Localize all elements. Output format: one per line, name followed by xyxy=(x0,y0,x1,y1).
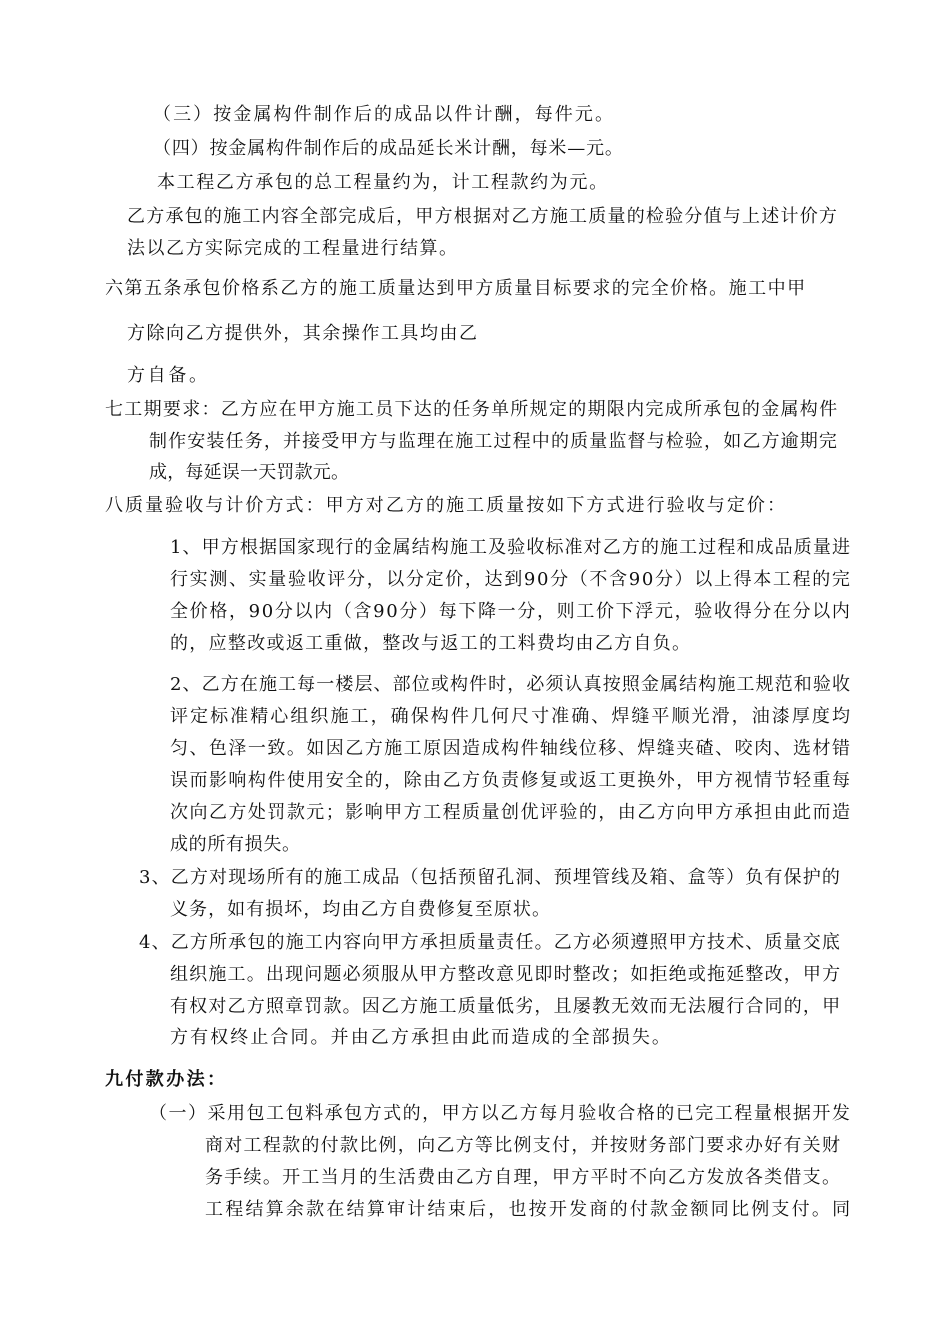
clause-7-line-3: 成，每延误一天罚款元。 xyxy=(149,462,350,483)
clause-8-item-1-line-3: 全价格，90分以内（含90分）每下降一分，则工价下浮元，验收得分在分以内 xyxy=(170,601,852,622)
clause-8-item-2-line-1: 2、乙方在施工每一楼层、部位或构件时，必须认真按照金属结构施工规范和验收 xyxy=(170,674,852,695)
clause-8-item-1-line-2: 行实测、实量验收评分，以分定价，达到90分（不含90分）以上得本工程的完 xyxy=(170,569,852,590)
clause-8-item-3-line-1: 3、乙方对现场所有的施工成品（包括预留孔洞、预埋管线及箱、盒等）负有保护的 xyxy=(139,867,841,888)
clause-8-item-1-line-1: 1、甲方根据国家现行的金属结构施工及验收标准对乙方的施工过程和成品质量进 xyxy=(170,537,852,558)
clause-8-item-2-line-6: 成的所有损失。 xyxy=(170,834,301,855)
clause-8-item-2-line-4: 误而影响构件使用安全的，除由乙方负责修复或返工更换外，甲方视情节轻重每 xyxy=(170,770,852,791)
clause-8-item-2-line-2: 评定标准精心组织施工，确保构件几何尺寸准确、焊缝平顺光滑，油漆厚度均 xyxy=(170,706,853,727)
clause-8-item-2-line-5: 次向乙方处罚款元；影响甲方工程质量创优评验的，由乙方向甲方承担由此而造 xyxy=(170,802,852,823)
clause-7-line-2: 制作安装任务，并接受甲方与监理在施工过程中的质量监督与检验，如乙方逾期完 xyxy=(149,431,839,452)
clause-8-item-2-line-3: 匀、色泽一致。如因乙方施工原因造成构件轴线位移、焊缝夹碴、咬肉、选材错 xyxy=(170,738,852,759)
clause-8-item-3-line-2: 义务，如有损坏，均由乙方自费修复至原状。 xyxy=(170,899,551,920)
clause-8-item-4-line-2: 组织施工。出现问题必须服从甲方整改意见即时整改；如拒绝或拖延整改，甲方 xyxy=(170,964,842,985)
clause-8-item-4-line-1: 4、乙方所承包的施工内容向甲方承担质量责任。乙方必须遵照甲方技术、质量交底 xyxy=(139,932,841,953)
clause-7-line-1: 七工期要求：乙方应在甲方施工员下达的任务单所规定的期限内完成所承包的金属构件 xyxy=(105,399,839,420)
clause-5-item-3: （三）按金属构件制作后的成品以件计酬，每件元。 xyxy=(153,104,616,125)
clause-8-item-1-line-4: 的，应整改或返工重做，整改与返工的工料费均由乙方自负。 xyxy=(170,633,692,654)
clause-6-line-1: 六第五条承包价格系乙方的施工质量达到甲方质量目标要求的完全价格。施工中甲 xyxy=(105,278,807,299)
clause-9-item-1-line-2: 商对工程款的付款比例，向乙方等比例支付，并按财务部门要求办好有关财 xyxy=(205,1135,842,1156)
clause-6-line-3: 方自备。 xyxy=(127,365,210,386)
clause-5-item-4: （四）按金属构件制作后的成品延长米计酬，每米—元。 xyxy=(153,138,624,159)
clause-9-item-1-line-3: 务手续。开工当月的生活费由乙方自理，甲方平时不向乙方发放各类借支。 xyxy=(205,1167,842,1188)
clause-9-item-1-line-1: （一）采用包工包料承包方式的，甲方以乙方每月验收合格的已完工程量根据开发 xyxy=(149,1103,852,1124)
clause-5-settlement-line-2: 法以乙方实际完成的工程量进行结算。 xyxy=(127,238,459,259)
clause-8-item-4-line-4: 方有权终止合同。并由乙方承担由此而造成的全部损失。 xyxy=(170,1027,672,1048)
clause-8-item-4-line-3: 有权对乙方照章罚款。因乙方施工质量低劣，且屡教无效而无法履行合同的，甲 xyxy=(170,996,842,1017)
clause-5-total: 本工程乙方承包的总工程量约为，计工程款约为元。 xyxy=(157,172,609,193)
clause-5-settlement-line-1: 乙方承包的施工内容全部完成后，甲方根据对乙方施工质量的检验分值与上述计价方 xyxy=(127,206,839,227)
clause-9-item-1-line-4: 工程结算余款在结算审计结束后，也按开发商的付款金额同比例支付。同 xyxy=(205,1199,853,1220)
clause-9-heading: 九付款办法： xyxy=(105,1069,228,1090)
clause-8-heading: 八质量验收与计价方式：甲方对乙方的施工质量按如下方式进行验收与定价： xyxy=(105,495,788,516)
clause-6-line-2: 方除向乙方提供外，其余操作工具均由乙 xyxy=(127,323,479,344)
